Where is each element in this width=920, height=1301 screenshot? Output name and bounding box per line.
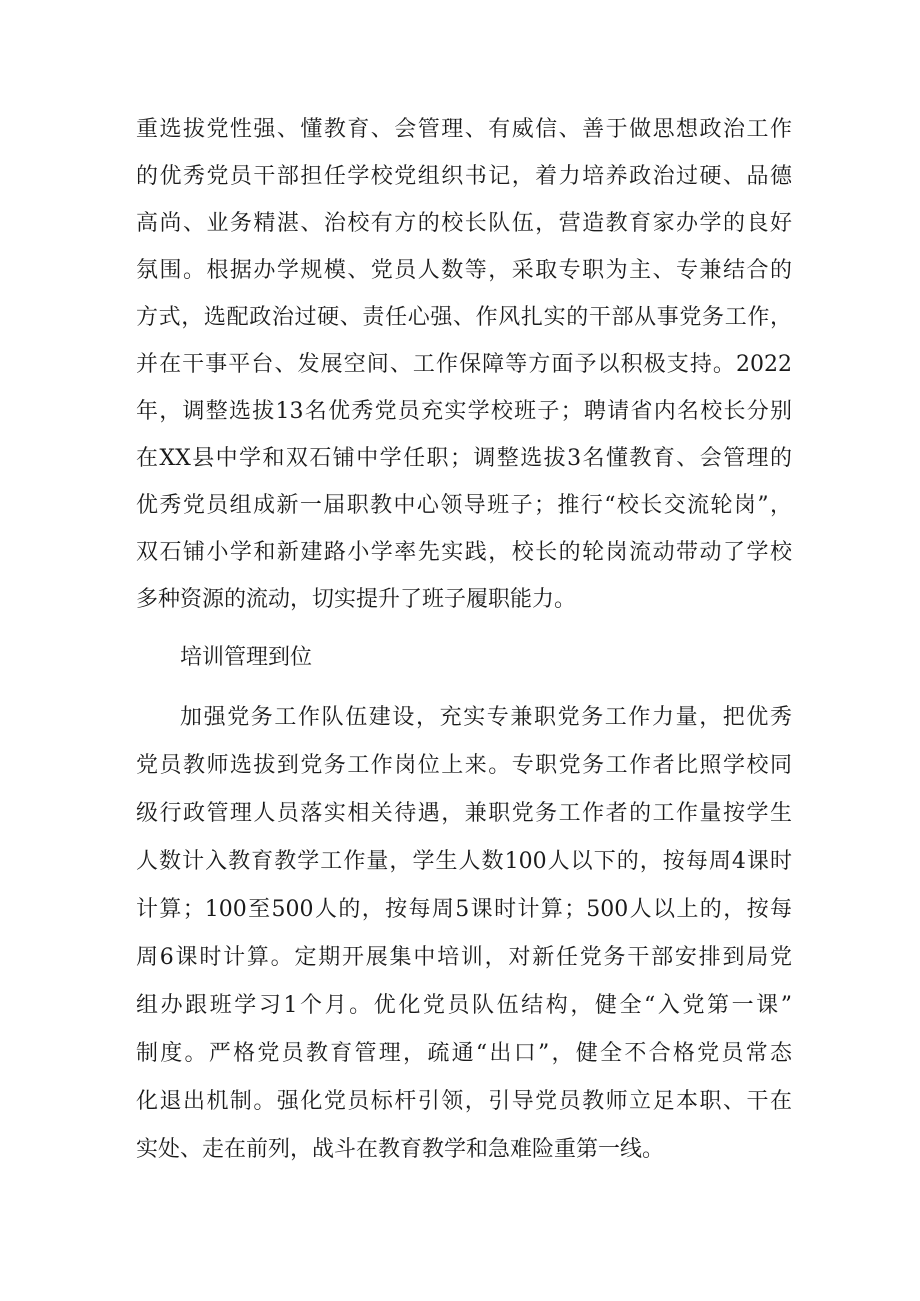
paragraph-1-line-8: 在XX县中学和双石铺中学任职；调整选拔3名懂教育、会管理的 [136, 446, 792, 471]
paragraph-1-line-1: 重选拔党性强、懂教育、会管理、有威信、善于做思想政治工作 [136, 117, 792, 142]
paragraph-1-line-4: 氛围。根据办学规模、党员人数等，采取专职为主、专兼结合的 [136, 258, 792, 283]
paragraph-1-line-11: 多种资源的流动，切实提升了班子履职能力。 [136, 587, 577, 612]
paragraph-2-line-6: 周6课时计算。定期开展集中培训，对新任党务干部安排到局党 [136, 945, 792, 970]
paragraph-2-line-3: 级行政管理人员落实相关待遇，兼职党务工作者的工作量按学生 [136, 801, 792, 826]
paragraph-1-line-7: 年，调整选拔13名优秀党员充实学校班子；聘请省内名校长分别 [136, 399, 792, 424]
paragraph-1-line-5: 方式，选配政治过硬、责任心强、作风扎实的干部从事党务工作， [136, 305, 792, 330]
paragraph-2-line-9: 化退出机制。强化党员标杆引领，引导党员教师立足本职、干在 [136, 1089, 792, 1114]
paragraph-2-line-8: 制度。严格党员教育管理，疏通“出口”，健全不合格党员常态 [136, 1041, 792, 1066]
paragraph-1-line-2: 的优秀党员干部担任学校党组织书记，着力培养政治过硬、品德 [136, 164, 792, 189]
paragraph-2-line-2: 党员教师选拔到党务工作岗位上来。专职党务工作者比照学校同 [136, 753, 792, 778]
paragraph-1-line-3: 高尚、业务精湛、治校有方的校长队伍，营造教育家办学的良好 [136, 211, 792, 236]
paragraph-2-line-5: 计算；100至500人的，按每周5课时计算；500人以上的，按每 [136, 897, 792, 922]
paragraph-1-line-10: 双石铺小学和新建路小学率先实践，校长的轮岗流动带动了学校 [136, 540, 792, 565]
paragraph-2-line-7: 组办跟班学习1个月。优化党员队伍结构，健全“入党第一课” [136, 993, 792, 1018]
section-heading: 培训管理到位 [180, 645, 313, 670]
paragraph-1-line-6: 并在干事平台、发展空间、工作保障等方面予以积极支持。2022 [136, 352, 792, 377]
paragraph-2-line-1: 加强党务工作队伍建设，充实专兼职党务工作力量，把优秀 [180, 705, 792, 730]
paragraph-2-line-10: 实处、走在前列，战斗在教育教学和急难险重第一线。 [136, 1137, 665, 1162]
paragraph-1-line-9: 优秀党员组成新一届职教中心领导班子；推行“校长交流轮岗”， [136, 493, 792, 518]
paragraph-2-line-4: 人数计入教育教学工作量，学生人数100人以下的，按每周4课时 [136, 849, 792, 874]
